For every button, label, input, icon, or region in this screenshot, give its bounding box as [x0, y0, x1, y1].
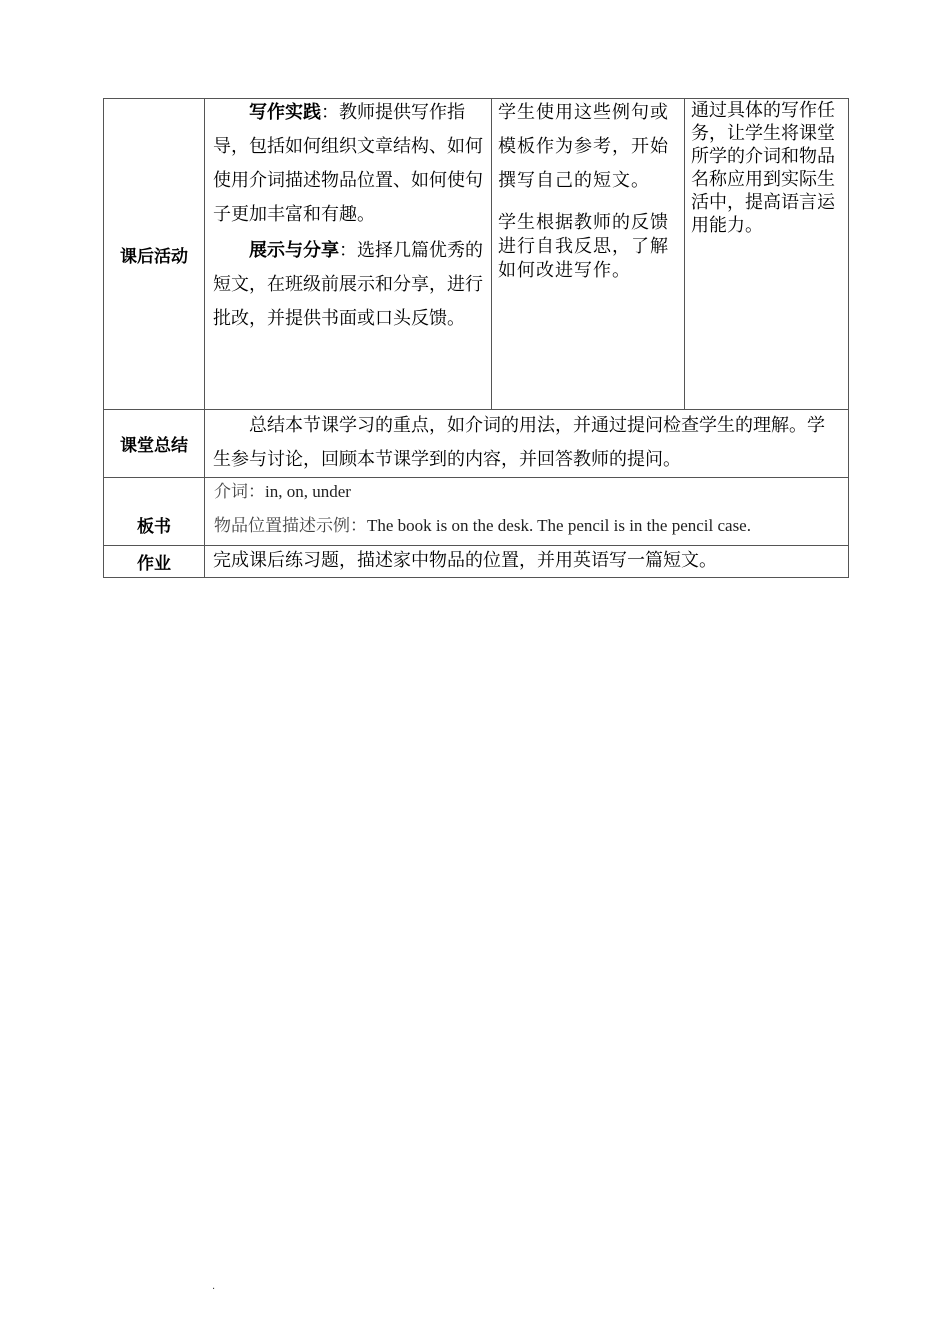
- design-intent-cell: [685, 99, 849, 410]
- row-after-class-activity: [104, 99, 849, 410]
- board-line-text: The book is on the desk. The pencil is in the pencil case.: [367, 516, 751, 535]
- summary-cell: [205, 410, 849, 478]
- teacher-activity-cell: [205, 99, 492, 410]
- homework-cell: [205, 546, 849, 578]
- homework-text: 完成课后练习题，描述家中物品的位置，并用英语写一篇短文。: [213, 550, 717, 571]
- row-label: 板书: [104, 478, 205, 546]
- board-line-text: in, on, under: [265, 482, 351, 501]
- board-cell: [205, 478, 849, 546]
- student-activity-p1: 学生使用这些例句或模板作为参考，开始撰写自己的短文。: [498, 102, 669, 191]
- writing-practice-paragraph: [205, 96, 491, 232]
- board-line-prepositions: [205, 475, 848, 509]
- row-board-writing: [104, 478, 849, 546]
- showcase-body: ：选择几篇优秀的短文，在班级前展示和分享，进行批改，并提供书面或口头反馈。: [213, 240, 483, 329]
- row-class-summary: [104, 410, 849, 478]
- student-activity-p2: 学生根据教师的反馈进行自我反思，了解如何改进写作。: [498, 212, 669, 281]
- footer-mark: .: [212, 1281, 216, 1292]
- row-homework: [104, 546, 849, 578]
- summary-text: 总结本节课学习的重点，如介词的用法，并通过提问检查学生的理解。学生参与讨论，回顾本节课学到的内容，并回答教师的提问。: [213, 415, 825, 470]
- board-line-example: [205, 509, 848, 543]
- showcase-title: 展示与分享: [249, 240, 339, 261]
- row-label: 课后活动: [104, 99, 205, 410]
- showcase-paragraph: [205, 234, 491, 336]
- writing-practice-title: 写作实践: [249, 102, 321, 123]
- design-intent-text: 通过具体的写作任务，让学生将课堂所学的介词和物品名称应用到实际生活中，提高语言运用能力。: [691, 100, 835, 236]
- board-line-prefix: 介词：: [214, 482, 265, 501]
- board-line-prefix: 物品位置描述示例：: [214, 516, 367, 535]
- row-label: 作业: [104, 546, 205, 578]
- lesson-plan-table: [103, 98, 849, 578]
- student-activity-cell: [492, 99, 685, 410]
- row-label: 课堂总结: [104, 410, 205, 478]
- writing-practice-body: ：教师提供写作指导，包括如何组织文章结构、如何使用介词描述物品位置、如何使句子更加丰富和有趣。: [213, 102, 483, 225]
